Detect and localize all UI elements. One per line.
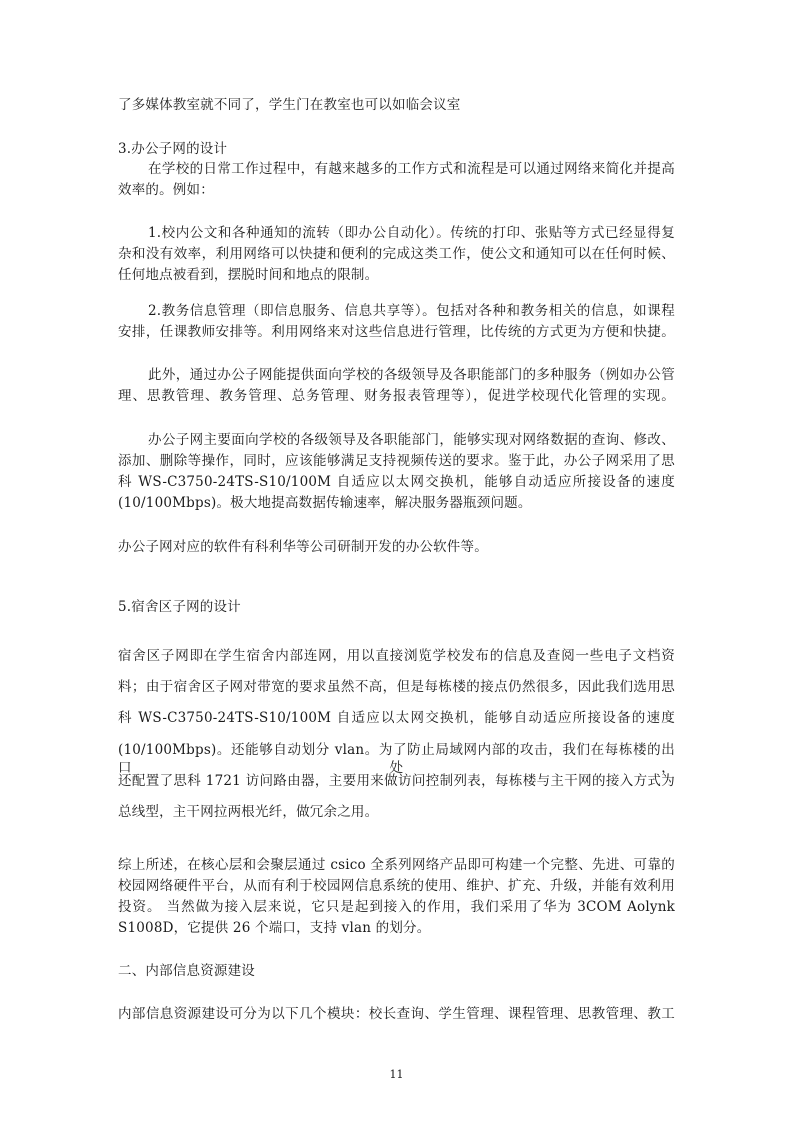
paragraph-line: 在学校的日常工作过程中，有越来越多的工作方式和流程是可以通过网络来简化并提高: [148, 161, 675, 177]
paragraph-line: (10/100Mbps)。极大地提高数据传输速率，解决服务器瓶颈问题。: [118, 495, 532, 511]
paragraph-line: 效率的。例如：: [118, 182, 214, 198]
paragraph-line: 科 WS-C3750-24TS-S10/100M 自适应以太网交换机，能够自动适应所接设备的速度: [118, 710, 675, 726]
paragraph-line: 杂和没有效率，利用网络可以快捷和便利的完成这类工作，使公文和通知可以在任何时候、: [118, 246, 675, 262]
paragraph-line: 安排，任课教师安排等。利用网络来对这些信息进行管理，比传统的方式更为方便和快捷。: [118, 324, 675, 340]
paragraph-line: 办公子网对应的软件有科利华等公司研制开发的办公软件等。: [118, 539, 488, 555]
paragraph-line: S1008D，它提供 26 个端口，支持 vlan 的划分。: [118, 920, 431, 936]
paragraph-line: 1.校内公文和各种通知的流转（即办公自动化）。传统的打印、张贴等方式已经显得复: [148, 225, 675, 241]
paragraph-line: 2.教务信息管理（即信息服务、信息共享等）。包括对各种和教务相关的信息，如课程: [148, 303, 675, 319]
paragraph-line: 综上所述，在核心层和会聚层通过 csico 全系列网络产品即可构建一个完整、先进、可靠的: [118, 857, 675, 873]
paragraph-line: (10/100Mbps)。还能够自动划分 vlan。为了防止局域网内部的攻击，我们在每栋楼的出口处，: [118, 742, 675, 776]
paragraph-line: 任何地点被看到，摆脱时间和地点的限制。: [118, 267, 379, 283]
paragraph-line: 投资。 当然做为接入层来说，它只是起到接入的作用，我们采用了华为 3COM Aolynk: [118, 899, 675, 915]
paragraph-line: 科 WS-C3750-24TS-S10/100M 自适应以太网交换机，能够自动适应所接设备的速度: [118, 474, 675, 490]
paragraph-line: 校园网络硬件平台，从而有利于校园网信息系统的使用、维护、扩充、升级，并能有效利用: [118, 878, 675, 894]
paragraph-line: 内部信息资源建设可分为以下几个模块：校长查询、学生管理、课程管理、思教管理、教工: [118, 1006, 675, 1022]
section-heading-internal-info: 二、内部信息资源建设: [118, 963, 255, 979]
section-heading-dorm-subnet: 5.宿舍区子网的设计: [118, 599, 241, 615]
paragraph-line: 总线型，主干网拉两根光纤，做冗余之用。: [118, 804, 379, 820]
paragraph-line: 理、思教管理、教务管理、总务管理、财务报表管理等），促进学校现代化管理的实现。: [118, 388, 675, 404]
section-heading-office-subnet: 3.办公子网的设计: [118, 141, 228, 157]
paragraph-line: 宿舍区子网即在学生宿舍内部连网，用以直接浏览学校发布的信息及查阅一些电子文档资: [118, 648, 675, 664]
paragraph-line: 办公子网主要面向学校的各级领导及各职能部门，能够实现对网络数据的查询、修改、: [148, 432, 675, 448]
paragraph-line: 此外，通过办公子网能提供面向学校的各级领导及各职能部门的多种服务（例如办公管: [148, 367, 675, 383]
paragraph-line: 添加、删除等操作，同时，应该能够满足支持视频传送的要求。鉴于此，办公子网采用了思: [118, 453, 675, 469]
paragraph-line: 了多媒体教室就不同了，学生门在教室也可以如临会议室: [118, 97, 461, 113]
paragraph-line: 料；由于宿舍区子网对带宽的要求虽然不高，但是每栋楼的接点仍然很多，因此我们选用思: [118, 679, 675, 695]
paragraph-line: 还配置了思科 1721 访问路由器，主要用来做访问控制列表，每栋楼与主干网的接入方式为: [118, 773, 675, 789]
page-number: 11: [389, 1068, 404, 1081]
